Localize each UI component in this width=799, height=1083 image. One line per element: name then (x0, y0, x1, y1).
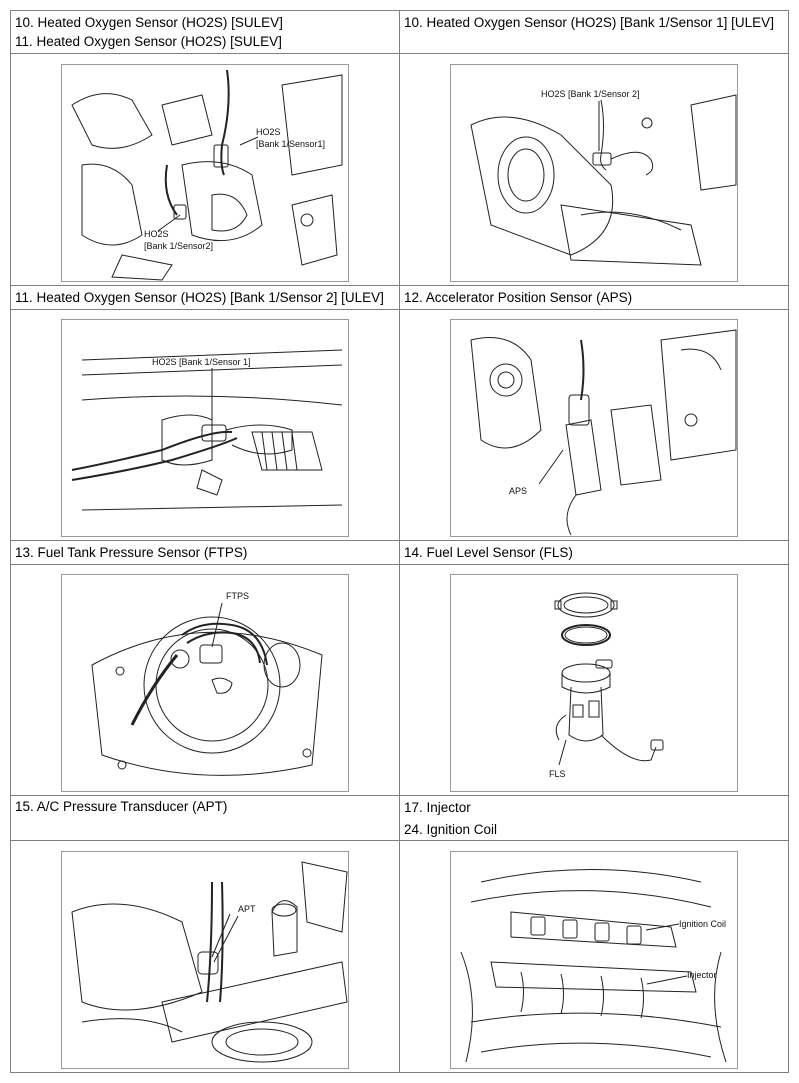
caption-ho2s-ulev-sensor2 (15, 288, 384, 307)
fig3-label: HO2S [Bank 1/Sensor 1] (152, 357, 251, 367)
fig1-label2a: HO2S (144, 229, 169, 239)
row-divider (10, 309, 789, 310)
caption-line: 13. Fuel Tank Pressure Sensor (FTPS) (15, 545, 248, 560)
figure-ho2s-ulev-1 (450, 64, 738, 282)
caption-line: 15. A/C Pressure Transducer (APT) (15, 799, 228, 814)
figure-injector-ignition-coil (450, 851, 738, 1069)
fig5-label: FTPS (226, 591, 250, 601)
caption-line: 12. Accelerator Position Sensor (APS) (404, 290, 633, 305)
row-divider (10, 53, 789, 54)
caption-injector-ignition (404, 797, 497, 841)
figure-ho2s-sulev (61, 64, 349, 282)
figure-fls (450, 574, 738, 792)
fig8-label-injector: Injector (687, 970, 717, 980)
row-divider (10, 795, 789, 796)
figure-aps (450, 319, 738, 537)
row-divider (10, 564, 789, 565)
caption-line: 10. Heated Oxygen Sensor (HO2S) [Bank 1/Sensor 1] [ULEV] (404, 15, 774, 30)
caption-aps (404, 288, 632, 307)
fig1-label1b: [Bank 1/Sensor1] (256, 139, 326, 149)
row-divider (10, 840, 789, 841)
caption-line: 10. Heated Oxygen Sensor (HO2S) [SULEV] (15, 15, 283, 30)
fig1-label1a: HO2S (256, 127, 281, 137)
row-divider (10, 285, 789, 286)
figure-ho2s-ulev-2 (61, 319, 349, 537)
caption-apt (15, 797, 227, 816)
fig8-label-ignition-coil: Ignition Coil (679, 919, 727, 929)
caption-line: 11. Heated Oxygen Sensor (HO2S) [Bank 1/Sensor 2] [ULEV] (15, 290, 384, 305)
caption-ho2s-sulev (15, 13, 283, 51)
caption-line: 14. Fuel Level Sensor (FLS) (404, 545, 573, 560)
caption-ftps (15, 543, 247, 562)
figure-apt (61, 851, 349, 1069)
caption-fls (404, 543, 573, 562)
fig4-label: APS (509, 486, 528, 496)
fig7-label: APT (238, 904, 256, 914)
caption-line: 11. Heated Oxygen Sensor (HO2S) [SULEV] (15, 34, 282, 49)
caption-ho2s-ulev-sensor1 (404, 13, 774, 32)
caption-line: 24. Ignition Coil (404, 822, 498, 837)
caption-line: 17. Injector (404, 800, 471, 815)
row-divider (10, 540, 789, 541)
fig1-label2b: [Bank 1/Sensor2] (144, 241, 214, 251)
fig2-label: HO2S [Bank 1/Sensor 2] (541, 89, 640, 99)
fig6-label: FLS (549, 769, 566, 779)
column-divider (399, 10, 400, 1073)
figure-ftps (61, 574, 349, 792)
